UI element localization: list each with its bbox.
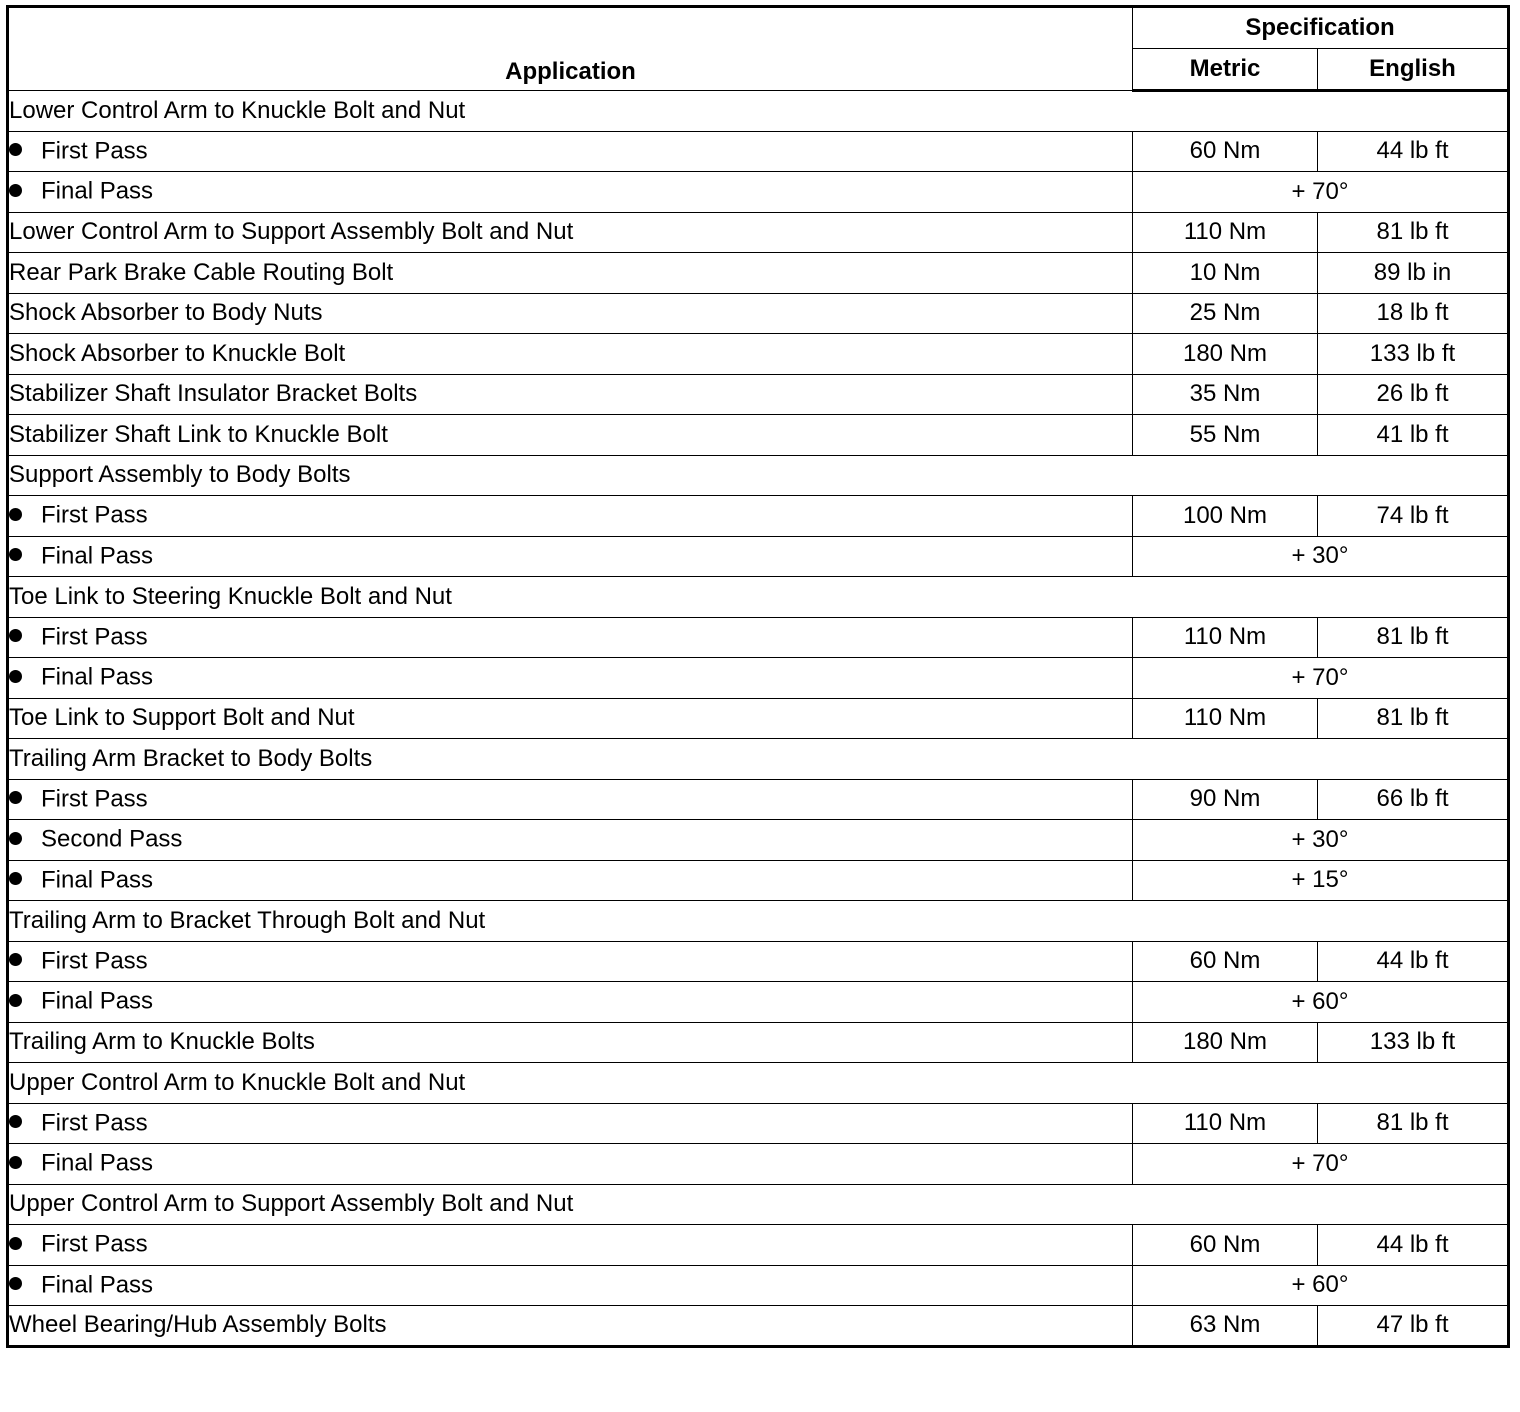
english-cell: 81 lb ft xyxy=(1318,212,1509,253)
sub-step-label: Second Pass xyxy=(41,826,183,854)
torque-spec-table xyxy=(6,5,1510,1348)
table-row xyxy=(8,293,1509,334)
metric-cell: 110 Nm xyxy=(1133,1103,1318,1144)
metric-cell: 110 Nm xyxy=(1133,617,1318,658)
group-label: Toe Link to Steering Knuckle Bolt and Nut xyxy=(8,577,1509,618)
english-cell: 26 lb ft xyxy=(1318,374,1509,415)
metric-cell: 25 Nm xyxy=(1133,293,1318,334)
table-row xyxy=(8,1184,1509,1225)
metric-cell: 90 Nm xyxy=(1133,779,1318,820)
sub-step-cell xyxy=(8,779,1133,820)
table-header xyxy=(8,7,1509,91)
sub-step-cell xyxy=(8,941,1133,982)
sub-step-label: Final Pass xyxy=(41,988,154,1016)
sub-step-label: First Pass xyxy=(41,1231,148,1259)
sub-step-cell xyxy=(8,1144,1133,1185)
table-row xyxy=(8,901,1509,942)
english-cell: 133 lb ft xyxy=(1318,334,1509,375)
sub-step-cell xyxy=(8,1265,1133,1306)
sub-step-cell xyxy=(8,982,1133,1023)
sub-step-label: Final Pass xyxy=(41,178,154,206)
group-label: Trailing Arm to Bracket Through Bolt and Nut xyxy=(8,901,1509,942)
application-cell: Shock Absorber to Body Nuts xyxy=(8,293,1133,334)
metric-cell: 60 Nm xyxy=(1133,1225,1318,1266)
bullet-icon xyxy=(9,670,22,683)
sub-step-label: First Pass xyxy=(41,785,148,813)
metric-cell: 180 Nm xyxy=(1133,334,1318,375)
english-cell: 89 lb in xyxy=(1318,253,1509,294)
english-cell: 44 lb ft xyxy=(1318,131,1509,172)
table-row xyxy=(8,860,1509,901)
sub-step-cell xyxy=(8,536,1133,577)
sub-step-cell xyxy=(8,1103,1133,1144)
table-row xyxy=(8,1103,1509,1144)
group-label: Lower Control Arm to Knuckle Bolt and Nut xyxy=(8,91,1509,132)
english-cell: 66 lb ft xyxy=(1318,779,1509,820)
angle-cell: + 30° xyxy=(1133,820,1509,861)
bullet-icon xyxy=(9,1115,22,1128)
english-cell: 133 lb ft xyxy=(1318,1022,1509,1063)
table-row xyxy=(8,698,1509,739)
english-cell: 18 lb ft xyxy=(1318,293,1509,334)
english-cell: 44 lb ft xyxy=(1318,941,1509,982)
bullet-icon xyxy=(9,143,22,156)
group-label: Upper Control Arm to Support Assembly Bolt and Nut xyxy=(8,1184,1509,1225)
bullet-icon xyxy=(9,832,22,845)
bullet-icon xyxy=(9,1156,22,1169)
specification-header: Specification xyxy=(1133,7,1509,49)
sub-step-label: Final Pass xyxy=(41,1271,154,1299)
sub-step-label: First Pass xyxy=(41,947,148,975)
application-cell: Toe Link to Support Bolt and Nut xyxy=(8,698,1133,739)
application-cell: Stabilizer Shaft Insulator Bracket Bolts xyxy=(8,374,1133,415)
metric-cell: 63 Nm xyxy=(1133,1306,1318,1347)
table-row xyxy=(8,658,1509,699)
table-row xyxy=(8,941,1509,982)
bullet-icon xyxy=(9,791,22,804)
table-row xyxy=(8,455,1509,496)
group-label: Support Assembly to Body Bolts xyxy=(8,455,1509,496)
table-row xyxy=(8,1265,1509,1306)
application-cell: Stabilizer Shaft Link to Knuckle Bolt xyxy=(8,415,1133,456)
metric-cell: 60 Nm xyxy=(1133,131,1318,172)
bullet-icon xyxy=(9,1237,22,1250)
metric-cell: 100 Nm xyxy=(1133,496,1318,537)
table-row xyxy=(8,577,1509,618)
angle-cell: + 70° xyxy=(1133,658,1509,699)
table-row xyxy=(8,334,1509,375)
metric-header: Metric xyxy=(1133,49,1318,91)
sub-step-cell xyxy=(8,658,1133,699)
application-cell: Shock Absorber to Knuckle Bolt xyxy=(8,334,1133,375)
table-row xyxy=(8,212,1509,253)
application-cell: Trailing Arm to Knuckle Bolts xyxy=(8,1022,1133,1063)
bullet-icon xyxy=(9,184,22,197)
bullet-icon xyxy=(9,1277,22,1290)
metric-cell: 10 Nm xyxy=(1133,253,1318,294)
table-row xyxy=(8,496,1509,537)
english-cell: 47 lb ft xyxy=(1318,1306,1509,1347)
metric-cell: 35 Nm xyxy=(1133,374,1318,415)
angle-cell: + 60° xyxy=(1133,982,1509,1023)
table-row xyxy=(8,172,1509,213)
sub-step-cell xyxy=(8,496,1133,537)
bullet-icon xyxy=(9,508,22,521)
table-row xyxy=(8,982,1509,1023)
english-cell: 41 lb ft xyxy=(1318,415,1509,456)
table-row xyxy=(8,1063,1509,1104)
application-cell: Lower Control Arm to Support Assembly Bolt and Nut xyxy=(8,212,1133,253)
table-row xyxy=(8,536,1509,577)
english-cell: 44 lb ft xyxy=(1318,1225,1509,1266)
table-row xyxy=(8,820,1509,861)
sub-step-cell xyxy=(8,860,1133,901)
application-header: Application xyxy=(8,7,1133,91)
sub-step-label: Final Pass xyxy=(41,866,154,894)
sub-step-label: First Pass xyxy=(41,137,148,165)
header-row-top xyxy=(8,7,1509,49)
table-row xyxy=(8,374,1509,415)
table-row xyxy=(8,415,1509,456)
group-label: Upper Control Arm to Knuckle Bolt and Nut xyxy=(8,1063,1509,1104)
table-row xyxy=(8,253,1509,294)
metric-cell: 60 Nm xyxy=(1133,941,1318,982)
sub-step-label: First Pass xyxy=(41,502,148,530)
application-cell: Wheel Bearing/Hub Assembly Bolts xyxy=(8,1306,1133,1347)
angle-cell: + 15° xyxy=(1133,860,1509,901)
bullet-icon xyxy=(9,994,22,1007)
metric-cell: 55 Nm xyxy=(1133,415,1318,456)
metric-cell: 110 Nm xyxy=(1133,698,1318,739)
bullet-icon xyxy=(9,872,22,885)
english-cell: 81 lb ft xyxy=(1318,1103,1509,1144)
sub-step-cell xyxy=(8,172,1133,213)
angle-cell: + 70° xyxy=(1133,1144,1509,1185)
sub-step-label: First Pass xyxy=(41,623,148,651)
table-row xyxy=(8,1144,1509,1185)
table-row xyxy=(8,779,1509,820)
bullet-icon xyxy=(9,548,22,561)
english-header: English xyxy=(1318,49,1509,91)
metric-cell: 180 Nm xyxy=(1133,1022,1318,1063)
angle-cell: + 70° xyxy=(1133,172,1509,213)
english-cell: 74 lb ft xyxy=(1318,496,1509,537)
table-row xyxy=(8,1306,1509,1347)
table-row xyxy=(8,739,1509,780)
application-cell: Rear Park Brake Cable Routing Bolt xyxy=(8,253,1133,294)
english-cell: 81 lb ft xyxy=(1318,617,1509,658)
table-row xyxy=(8,131,1509,172)
table-row xyxy=(8,1225,1509,1266)
angle-cell: + 30° xyxy=(1133,536,1509,577)
sub-step-cell xyxy=(8,617,1133,658)
sub-step-cell xyxy=(8,131,1133,172)
sub-step-cell xyxy=(8,1225,1133,1266)
table-row xyxy=(8,1022,1509,1063)
angle-cell: + 60° xyxy=(1133,1265,1509,1306)
table-row xyxy=(8,617,1509,658)
table-body xyxy=(8,91,1509,1347)
sub-step-label: Final Pass xyxy=(41,542,154,570)
table-row xyxy=(8,91,1509,132)
sub-step-label: First Pass xyxy=(41,1109,148,1137)
bullet-icon xyxy=(9,953,22,966)
sub-step-label: Final Pass xyxy=(41,1150,154,1178)
sub-step-cell xyxy=(8,820,1133,861)
sub-step-label: Final Pass xyxy=(41,664,154,692)
metric-cell: 110 Nm xyxy=(1133,212,1318,253)
group-label: Trailing Arm Bracket to Body Bolts xyxy=(8,739,1509,780)
bullet-icon xyxy=(9,629,22,642)
english-cell: 81 lb ft xyxy=(1318,698,1509,739)
